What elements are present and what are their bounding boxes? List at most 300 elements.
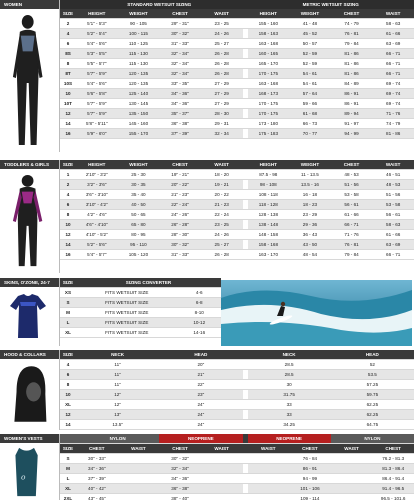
table-cell: 53 - 58 xyxy=(344,192,359,197)
hood-table-header xyxy=(60,350,414,360)
table-cell: 32" - 34" xyxy=(171,466,189,471)
size-cell: 6 xyxy=(66,372,70,377)
table-cell: 170 - 175 xyxy=(258,111,279,116)
table-cell: 80 - 95 xyxy=(131,232,146,237)
table-cell: 91 - 97 xyxy=(344,121,359,126)
size-cell: 8T xyxy=(65,71,71,76)
table-cell: 5'8" - 5'11" xyxy=(86,121,108,126)
table-cell: 94 - 99 xyxy=(344,131,359,136)
size-cell: 2 xyxy=(66,21,70,26)
table-cell: 81 - 86 xyxy=(344,71,359,76)
table-cell: 76 - 84 xyxy=(302,456,318,461)
table-cell xyxy=(118,484,160,493)
table-cell: FITS WETSUIT SIZE xyxy=(105,320,149,325)
table-cell: 81 - 86 xyxy=(344,51,359,56)
group-nylon-metric: NYLON xyxy=(364,436,381,441)
rash-guard-icon xyxy=(8,292,48,342)
table-cell xyxy=(331,464,373,473)
header-waist-metric: WAIST xyxy=(344,446,359,451)
table-cell: 62.25 xyxy=(366,412,379,417)
table-cell xyxy=(248,454,290,463)
table-cell: 110 - 125 xyxy=(128,41,148,46)
header-weight: WEIGHT xyxy=(129,162,148,167)
table-cell: 32" - 34" xyxy=(171,71,189,76)
table-cell: 163 - 170 xyxy=(258,252,279,257)
table-cell: 168 - 173 xyxy=(258,91,279,96)
table-cell: 175 - 183 xyxy=(258,131,279,136)
header-waist-metric: WAIST xyxy=(385,11,401,16)
header-size: SIZE xyxy=(62,446,74,451)
size-cell: M xyxy=(66,466,70,471)
table-row xyxy=(60,89,414,99)
table-cell: 5'7" - 5'9" xyxy=(87,111,107,116)
table-cell: 4-6 xyxy=(195,290,203,295)
table-cell: 86.4 - 91.4 xyxy=(382,476,405,481)
table-cell: 5'6" - 5'8" xyxy=(87,91,107,96)
metric-sizing-title: METRIC WETSUIT SIZING xyxy=(302,2,359,7)
table-cell: 135 - 150 xyxy=(128,111,149,116)
table-cell: 34" - 36" xyxy=(88,466,106,471)
size-cell: 14 xyxy=(65,121,71,126)
table-cell: 160 - 165 xyxy=(258,51,279,56)
size-cell: 10S xyxy=(63,81,73,86)
table-cell: 33 xyxy=(286,412,292,417)
header-chest: CHEST xyxy=(89,446,105,451)
table-row xyxy=(60,109,414,119)
table-cell: 51 - 56 xyxy=(344,182,359,187)
table-cell: 86 - 91 xyxy=(302,466,318,471)
table-cell: 26 - 28 xyxy=(214,51,229,56)
table-cell: 61 - 66 xyxy=(386,232,401,237)
table-cell: 12" xyxy=(114,392,121,397)
table-cell: 86 - 91 xyxy=(344,101,359,106)
women-wetsuit-section xyxy=(0,0,414,152)
table-cell: 8-10 xyxy=(194,310,204,315)
table-cell: 3'2" - 3'6" xyxy=(87,182,107,187)
table-cell: 34.25 xyxy=(283,422,295,427)
table-row xyxy=(60,360,414,370)
size-cell: XL xyxy=(65,486,71,491)
table-cell xyxy=(118,494,160,500)
table-cell: 30" - 32" xyxy=(171,242,189,247)
skins-table-header xyxy=(60,278,221,288)
header-chest-metric: CHEST xyxy=(343,162,360,167)
table-cell: 24" - 26" xyxy=(171,212,189,217)
table-row xyxy=(60,328,221,338)
header-waist: WAIST xyxy=(214,162,229,167)
size-cell: 10 xyxy=(65,91,71,96)
table-cell xyxy=(248,464,290,473)
header-neck-metric: NECK xyxy=(282,352,296,357)
size-cell: 6 xyxy=(66,41,70,46)
table-cell: 50 - 57 xyxy=(302,41,318,46)
table-cell: 28.5 xyxy=(284,372,294,377)
size-cell: 10T xyxy=(64,101,72,106)
table-cell: 4'6" - 4'10" xyxy=(85,222,108,227)
header-neck: NECK xyxy=(111,352,125,357)
header-weight-metric: WEIGHT xyxy=(300,162,320,167)
size-cell: 2XL xyxy=(63,496,73,500)
vests-table-header xyxy=(60,444,414,454)
table-cell xyxy=(118,474,160,483)
size-cell: 14 xyxy=(65,422,71,427)
table-cell: 19" - 21" xyxy=(171,172,189,177)
table-cell: 145 - 160 xyxy=(128,121,149,126)
vest-icon xyxy=(8,446,45,498)
table-cell: 35 - 40 xyxy=(131,192,146,197)
header-chest: CHEST xyxy=(172,162,188,167)
table-row xyxy=(60,288,221,298)
table-cell: 66 - 71 xyxy=(344,222,359,227)
table-cell xyxy=(248,474,290,483)
table-cell: 84 - 89 xyxy=(344,81,359,86)
table-cell: 21" xyxy=(197,372,205,377)
table-cell: 21 - 23 xyxy=(214,202,229,207)
table-cell: 79 - 84 xyxy=(344,252,359,257)
size-cell: 12 xyxy=(65,412,71,417)
table-cell: 21" - 23" xyxy=(171,192,189,197)
table-cell: 76.2 - 81.3 xyxy=(382,456,405,461)
surfer-photo xyxy=(221,280,412,346)
table-row xyxy=(60,19,414,29)
table-cell: 165 - 170 xyxy=(258,61,279,66)
hood-side-label: HOOD & COLLARS xyxy=(0,350,59,359)
hood-side-panel xyxy=(0,350,60,430)
table-cell: 54 - 61 xyxy=(302,81,318,86)
skins-section xyxy=(0,278,414,346)
table-cell: 29" - 31" xyxy=(171,21,189,26)
table-cell: 30" - 32" xyxy=(171,456,189,461)
table-cell: 89 - 94 xyxy=(344,111,359,116)
header-head-metric: HEAD xyxy=(365,352,379,357)
size-cell: 2 xyxy=(66,182,70,187)
table-cell: 57 - 64 xyxy=(302,91,318,96)
table-cell: 26 - 28 xyxy=(214,61,229,66)
header-waist: WAIST xyxy=(214,446,229,451)
header-height-metric: HEIGHT xyxy=(259,162,277,167)
table-cell: 43 - 50 xyxy=(302,242,318,247)
table-row xyxy=(60,170,414,180)
table-row xyxy=(60,99,414,109)
table-cell: 109 - 114 xyxy=(300,496,320,500)
table-cell: 53 - 58 xyxy=(386,202,401,207)
table-cell: 40" - 42" xyxy=(88,486,106,491)
table-cell: 105 - 120 xyxy=(128,252,149,257)
size-cell: 16 xyxy=(65,131,71,136)
hood-section xyxy=(0,350,414,430)
table-cell: 36" - 38" xyxy=(171,486,189,491)
table-cell: 96.5 - 101.6 xyxy=(380,496,406,500)
table-cell: 23" xyxy=(197,392,205,397)
table-cell: 63 - 69 xyxy=(386,242,401,247)
table-cell: 26" - 28" xyxy=(171,222,189,227)
table-cell: 155 - 170 xyxy=(128,131,149,136)
table-cell: FITS WETSUIT SIZE xyxy=(105,330,149,335)
table-row xyxy=(60,250,414,260)
table-cell: 5'7" - 5'9" xyxy=(87,71,107,76)
youth-wetsuit-figure-icon xyxy=(8,172,47,270)
table-cell: 5'4" - 5'6" xyxy=(87,81,107,86)
header-waist-metric: WAIST xyxy=(385,162,401,167)
table-cell: 48 - 53 xyxy=(344,172,359,177)
header-chest-metric: CHEST xyxy=(302,446,318,451)
size-cell: L xyxy=(66,476,70,481)
table-cell: 37" - 39" xyxy=(171,131,189,136)
table-cell: 66 - 73 xyxy=(302,121,318,126)
table-cell xyxy=(201,494,243,500)
table-cell: 108 - 118 xyxy=(258,192,278,197)
sizing-banner xyxy=(60,0,414,9)
table-cell: 27 - 29 xyxy=(214,81,229,86)
table-cell: 138 - 148 xyxy=(258,222,279,227)
table-cell: 74 - 79 xyxy=(344,21,359,26)
table-cell: 62.25 xyxy=(366,402,379,407)
table-cell: 56 - 61 xyxy=(344,202,359,207)
table-cell: 13.5 - 16 xyxy=(300,182,319,187)
size-cell: S xyxy=(66,300,70,305)
table-row xyxy=(60,240,414,250)
table-cell: 54 - 61 xyxy=(302,71,318,76)
table-cell: 58 - 63 xyxy=(386,222,401,227)
header-chest-metric: CHEST xyxy=(385,446,401,451)
table-cell: 158 - 163 xyxy=(258,31,279,36)
table-cell: 120 - 135 xyxy=(128,81,149,86)
table-cell: 25 - 30 xyxy=(131,172,146,177)
size-cell: XL xyxy=(65,330,71,335)
size-cell: 12 xyxy=(65,232,71,237)
table-cell: 16 - 18 xyxy=(302,192,318,197)
table-cell: 24" xyxy=(197,412,205,417)
table-cell: 35" - 37" xyxy=(171,111,189,116)
header-size: SIZE xyxy=(62,11,74,16)
table-row xyxy=(60,380,414,390)
table-row xyxy=(60,410,414,420)
table-cell: 125 - 140 xyxy=(128,91,149,96)
vests-size-table xyxy=(60,434,414,500)
vests-rows xyxy=(60,454,414,500)
table-cell: 63 - 69 xyxy=(386,41,401,46)
table-cell xyxy=(118,454,160,463)
table-cell: 26 - 28 xyxy=(214,252,229,257)
table-cell: 3'10" - 4'2" xyxy=(85,202,108,207)
table-cell: 31" - 33" xyxy=(171,41,189,46)
table-cell: 37" - 39" xyxy=(88,476,106,481)
table-cell: 48 - 53 xyxy=(386,182,401,187)
table-row xyxy=(60,79,414,89)
table-cell: 4'10" - 5'2" xyxy=(85,232,108,237)
table-cell xyxy=(331,494,373,500)
table-cell: 58 - 63 xyxy=(386,21,401,26)
table-cell: 13.5" xyxy=(112,422,123,427)
table-row xyxy=(60,370,414,380)
table-cell: 148 - 158 xyxy=(258,232,279,237)
table-cell: 81 - 86 xyxy=(344,61,359,66)
size-cell: 12 xyxy=(65,111,71,116)
table-cell: 59.75 xyxy=(366,392,379,397)
table-cell: 56 - 61 xyxy=(386,212,401,217)
table-cell: 23 - 29 xyxy=(302,212,318,217)
table-cell: 173 - 180 xyxy=(258,121,279,126)
table-cell: 48 - 54 xyxy=(302,252,318,257)
table-row xyxy=(60,220,414,230)
header-chest: CHEST xyxy=(172,11,188,16)
table-cell: 23 - 25 xyxy=(214,222,229,227)
table-cell: 65 - 80 xyxy=(131,222,146,227)
table-cell: 22 - 24 xyxy=(214,212,229,217)
table-cell: 30" - 33" xyxy=(88,456,106,461)
table-cell: 23 - 25 xyxy=(214,21,229,26)
table-cell xyxy=(201,484,243,493)
table-row xyxy=(60,454,414,464)
table-cell: 32 - 34 xyxy=(214,131,229,136)
table-cell: 24 - 26 xyxy=(214,31,229,36)
table-cell: 27 - 29 xyxy=(214,91,229,96)
table-cell: 130 - 145 xyxy=(128,101,149,106)
youth-section xyxy=(0,160,414,273)
table-cell: 30 xyxy=(286,382,292,387)
size-cell: 14 xyxy=(65,242,71,247)
table-cell: 79 - 84 xyxy=(344,41,359,46)
table-cell: 66 - 71 xyxy=(386,61,401,66)
table-cell: 14-16 xyxy=(193,330,206,335)
table-cell: 30" - 32" xyxy=(171,31,189,36)
table-cell: 61 - 68 xyxy=(302,111,318,116)
table-row xyxy=(60,308,221,318)
table-cell: 163 - 168 xyxy=(258,41,279,46)
svg-text:o: o xyxy=(20,472,26,482)
hood-icon xyxy=(8,362,51,426)
header-weight: WEIGHT xyxy=(129,11,148,16)
skins-side-panel xyxy=(0,278,60,346)
table-cell: 31.75 xyxy=(283,392,295,397)
size-cell: 10 xyxy=(65,392,71,397)
table-cell: 36 - 43 xyxy=(302,232,318,237)
table-cell xyxy=(331,454,373,463)
size-cell: S xyxy=(66,456,70,461)
table-cell: 95 - 110 xyxy=(130,242,147,247)
size-cell: 8S xyxy=(65,51,71,56)
table-cell: 94 - 99 xyxy=(302,476,318,481)
header-head: HEAD xyxy=(194,352,208,357)
table-cell: 5'3" - 5'5" xyxy=(87,51,107,56)
table-cell: 69 - 74 xyxy=(386,101,401,106)
table-cell: 33 xyxy=(286,402,292,407)
table-cell: 24" xyxy=(197,402,205,407)
table-cell xyxy=(118,464,160,473)
table-row xyxy=(60,210,414,220)
table-cell: 66 - 71 xyxy=(386,71,401,76)
table-cell: FITS WETSUIT SIZE xyxy=(105,310,149,315)
table-cell: 50 - 65 xyxy=(131,212,146,217)
table-cell: 61 - 66 xyxy=(386,31,401,36)
table-cell: 33" - 35" xyxy=(171,81,189,86)
table-cell: 11 - 13.5 xyxy=(301,172,319,177)
table-cell: 87.5 - 98 xyxy=(259,172,278,177)
header-size: SIZE xyxy=(62,352,74,357)
table-cell: 118 - 128 xyxy=(258,202,278,207)
table-row xyxy=(60,129,414,139)
table-cell: 13" xyxy=(114,412,121,417)
header-waist: WAIST xyxy=(131,446,146,451)
table-cell: 32" - 34" xyxy=(171,51,189,56)
table-cell: 24 - 26 xyxy=(214,232,229,237)
size-cell: XL xyxy=(65,402,71,407)
table-cell: 28 - 30 xyxy=(214,111,229,116)
size-cell: XS xyxy=(64,290,72,295)
table-row xyxy=(60,390,414,400)
table-cell: 90 - 105 xyxy=(130,21,147,26)
group-neoprene-metric: NEOPRENE xyxy=(248,434,331,443)
table-cell: 120 - 135 xyxy=(128,71,149,76)
table-cell: 4'2" - 4'6" xyxy=(87,212,107,217)
table-cell: 158 - 168 xyxy=(258,242,279,247)
table-cell: 46 - 51 xyxy=(386,172,401,177)
table-cell: 5'2" - 5'6" xyxy=(87,242,107,247)
table-cell: 155 - 160 xyxy=(258,21,279,26)
table-cell: 25 - 27 xyxy=(214,41,229,46)
table-cell: 29 - 31 xyxy=(214,121,229,126)
size-cell: 4 xyxy=(66,192,70,197)
table-cell: 28" - 30" xyxy=(171,232,189,237)
table-cell: 30 - 35 xyxy=(131,182,146,187)
group-nylon: NYLON xyxy=(109,436,126,441)
table-cell: 5'4" - 5'6" xyxy=(87,41,107,46)
table-row xyxy=(60,230,414,240)
header-size: SIZE xyxy=(62,280,74,285)
header-size: SIZE xyxy=(62,162,74,167)
table-cell: 66 - 71 xyxy=(386,51,401,56)
table-cell: 115 - 130 xyxy=(128,61,148,66)
table-cell: 6-8 xyxy=(195,300,203,305)
table-cell: 69 - 74 xyxy=(386,81,401,86)
table-cell: 76 - 81 xyxy=(344,242,359,247)
table-cell: 64.75 xyxy=(366,422,379,427)
table-cell: 5'2" - 5'4" xyxy=(87,31,107,36)
table-cell: 53.5 xyxy=(367,372,377,377)
table-cell: 27 - 29 xyxy=(214,101,229,106)
table-cell: 18 - 23 xyxy=(302,202,318,207)
header-height: HEIGHT xyxy=(88,162,106,167)
table-row xyxy=(60,69,414,79)
table-cell: 5'4" - 5'7" xyxy=(87,252,107,257)
table-cell: 41 - 48 xyxy=(302,21,318,26)
table-row xyxy=(60,29,414,39)
header-chest: CHEST xyxy=(172,446,188,451)
table-cell: 128 - 138 xyxy=(258,212,279,217)
table-cell: 100 - 115 xyxy=(128,31,148,36)
table-cell: 34" - 36" xyxy=(171,101,189,106)
table-row xyxy=(60,464,414,474)
header-sizing-converter: SIZING CONVERTER xyxy=(125,280,172,285)
women-side-panel xyxy=(0,0,60,152)
size-cell: 1 xyxy=(66,172,70,177)
table-cell xyxy=(201,474,243,483)
table-cell xyxy=(201,454,243,463)
table-cell: 170 - 175 xyxy=(258,101,279,106)
table-cell: 34" - 36" xyxy=(171,476,189,481)
table-cell: 52 - 59 xyxy=(302,61,318,66)
table-cell xyxy=(331,474,373,483)
table-cell: 11" xyxy=(114,362,121,367)
table-cell: 51 - 56 xyxy=(386,192,401,197)
women-size-table xyxy=(60,0,414,139)
table-row xyxy=(60,190,414,200)
table-cell: 2'10" - 3'2" xyxy=(85,172,108,177)
vests-side-panel xyxy=(0,434,60,500)
table-cell: 74 - 79 xyxy=(386,121,401,126)
table-cell: 71 - 76 xyxy=(344,232,359,237)
size-cell: M xyxy=(66,310,70,315)
